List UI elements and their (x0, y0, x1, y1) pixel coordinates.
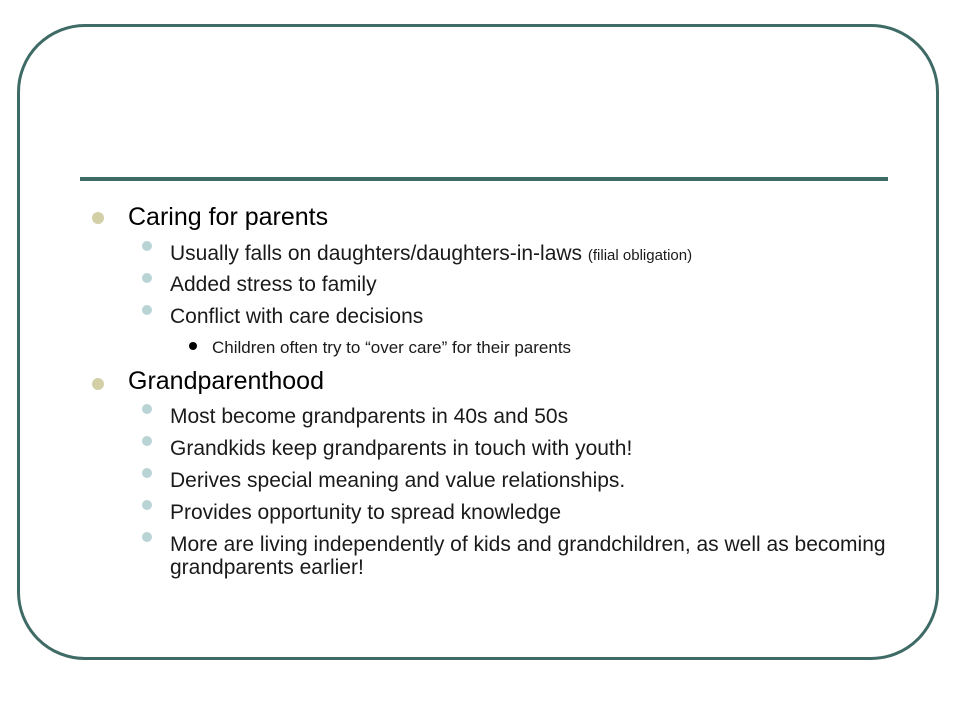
item-bullet-icon (142, 305, 152, 315)
title-divider (80, 177, 888, 181)
list-item: Provides opportunity to spread knowledge (170, 501, 562, 524)
section-bullet-icon (92, 378, 104, 390)
section-heading-caring: Caring for parents (128, 203, 329, 231)
item-bullet-icon (142, 404, 152, 414)
list-item: Derives special meaning and value relationships. (170, 469, 626, 492)
list-item: More are living independently of kids and grandchildren, as well as becoming grandparents earlier! (170, 533, 886, 579)
section-heading-grandparenthood: Grandparenthood (128, 367, 324, 395)
list-item: Grandkids keep grandparents in touch with youth! (170, 437, 633, 460)
sub-list-item: Children often try to “over care” for their parents (212, 338, 572, 357)
item-bullet-icon (142, 241, 152, 251)
item-bullet-icon (142, 468, 152, 478)
subitem-bullet-icon (189, 342, 197, 350)
item-bullet-icon (142, 500, 152, 510)
list-item: Conflict with care decisions (170, 305, 424, 328)
item-bullet-icon (142, 273, 152, 283)
section-bullet-icon (92, 212, 104, 224)
list-item: Most become grandparents in 40s and 50s (170, 405, 569, 428)
list-item-text: Usually falls on daughters/daughters-in-laws (170, 242, 583, 265)
list-item (170, 242, 890, 268)
list-item: Added stress to family (170, 273, 377, 296)
item-bullet-icon (142, 436, 152, 446)
list-item-note: (filial obligation) (587, 247, 693, 264)
item-bullet-icon (142, 532, 152, 542)
